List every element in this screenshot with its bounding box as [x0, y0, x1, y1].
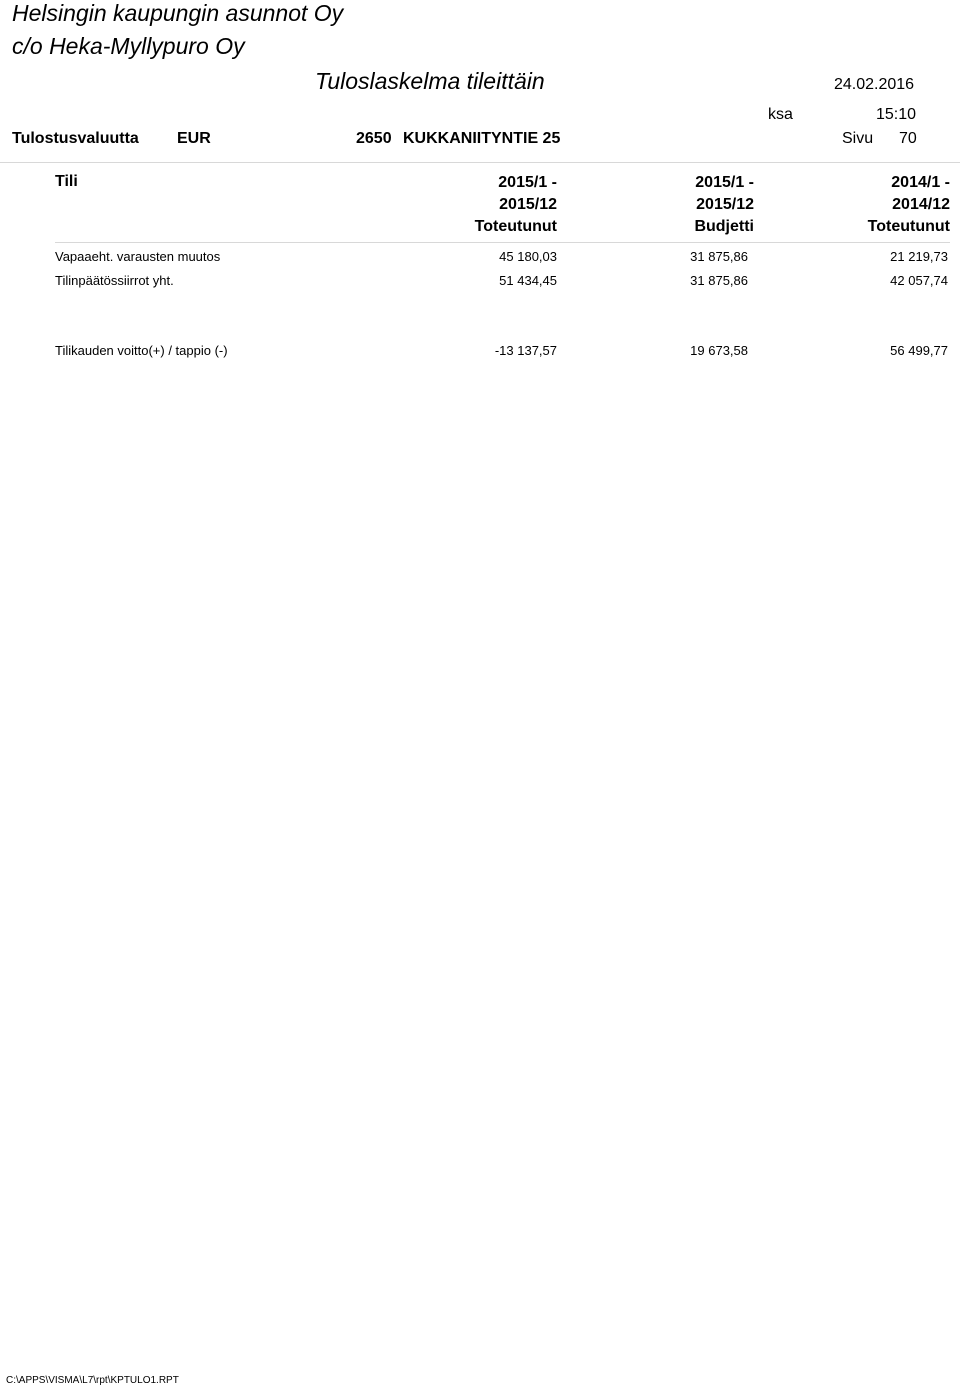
- property-code: 2650: [356, 130, 392, 147]
- column-header-budget-2015: [614, 172, 754, 238]
- column-header-account: Tili: [55, 173, 78, 190]
- total-value-actual-2014: 56 499,77: [890, 343, 948, 358]
- header-divider: [0, 162, 960, 163]
- company-subname: c/o Heka-Myllypuro Oy: [12, 33, 245, 59]
- report-title: Tuloslaskelma tileittäin: [315, 68, 545, 94]
- row-value-budget-2015: 31 875,86: [690, 249, 748, 264]
- row-label: Tilinpäätössiirrot yht.: [55, 273, 174, 288]
- column-header-actual-2015: [417, 172, 557, 238]
- column-header-line: Budjetti: [694, 218, 754, 235]
- total-value-actual-2015: -13 137,57: [494, 343, 557, 358]
- column-header-line: 2015/1 -: [695, 174, 754, 191]
- property-name: KUKKANIITYNTIE 25: [403, 130, 561, 147]
- report-user: ksa: [768, 106, 793, 123]
- total-label: Tilikauden voitto(+) / tappio (-): [55, 343, 228, 358]
- report-time: 15:10: [876, 106, 917, 123]
- report-file-path: C:\APPS\VISMA\L7\rpt\KPTULO1.RPT: [6, 1375, 179, 1386]
- page-label: Sivu: [842, 130, 874, 147]
- column-header-actual-2014: [810, 172, 950, 238]
- column-header-line: 2015/12: [499, 196, 557, 213]
- page-number: 70: [899, 130, 917, 147]
- row-value-actual-2014: 42 057,74: [890, 273, 948, 288]
- total-value-budget-2015: 19 673,58: [690, 343, 748, 358]
- row-value-actual-2014: 21 219,73: [890, 249, 948, 264]
- column-header-line: 2015/12: [696, 196, 754, 213]
- column-header-divider: [55, 242, 950, 243]
- row-value-actual-2015: 45 180,03: [499, 249, 557, 264]
- row-value-budget-2015: 31 875,86: [690, 273, 748, 288]
- row-value-actual-2015: 51 434,45: [499, 273, 557, 288]
- column-header-line: Toteutunut: [474, 218, 557, 235]
- report-date: 24.02.2016: [834, 76, 915, 93]
- column-header-line: Toteutunut: [867, 218, 950, 235]
- column-header-line: 2014/1 -: [891, 174, 950, 191]
- currency-label: Tulostusvaluutta: [12, 130, 139, 147]
- column-header-line: 2014/12: [892, 196, 950, 213]
- company-name: Helsingin kaupungin asunnot Oy: [12, 0, 344, 26]
- row-label: Vapaaeht. varausten muutos: [55, 249, 221, 264]
- column-header-line: 2015/1 -: [498, 174, 557, 191]
- currency-value: EUR: [177, 130, 211, 147]
